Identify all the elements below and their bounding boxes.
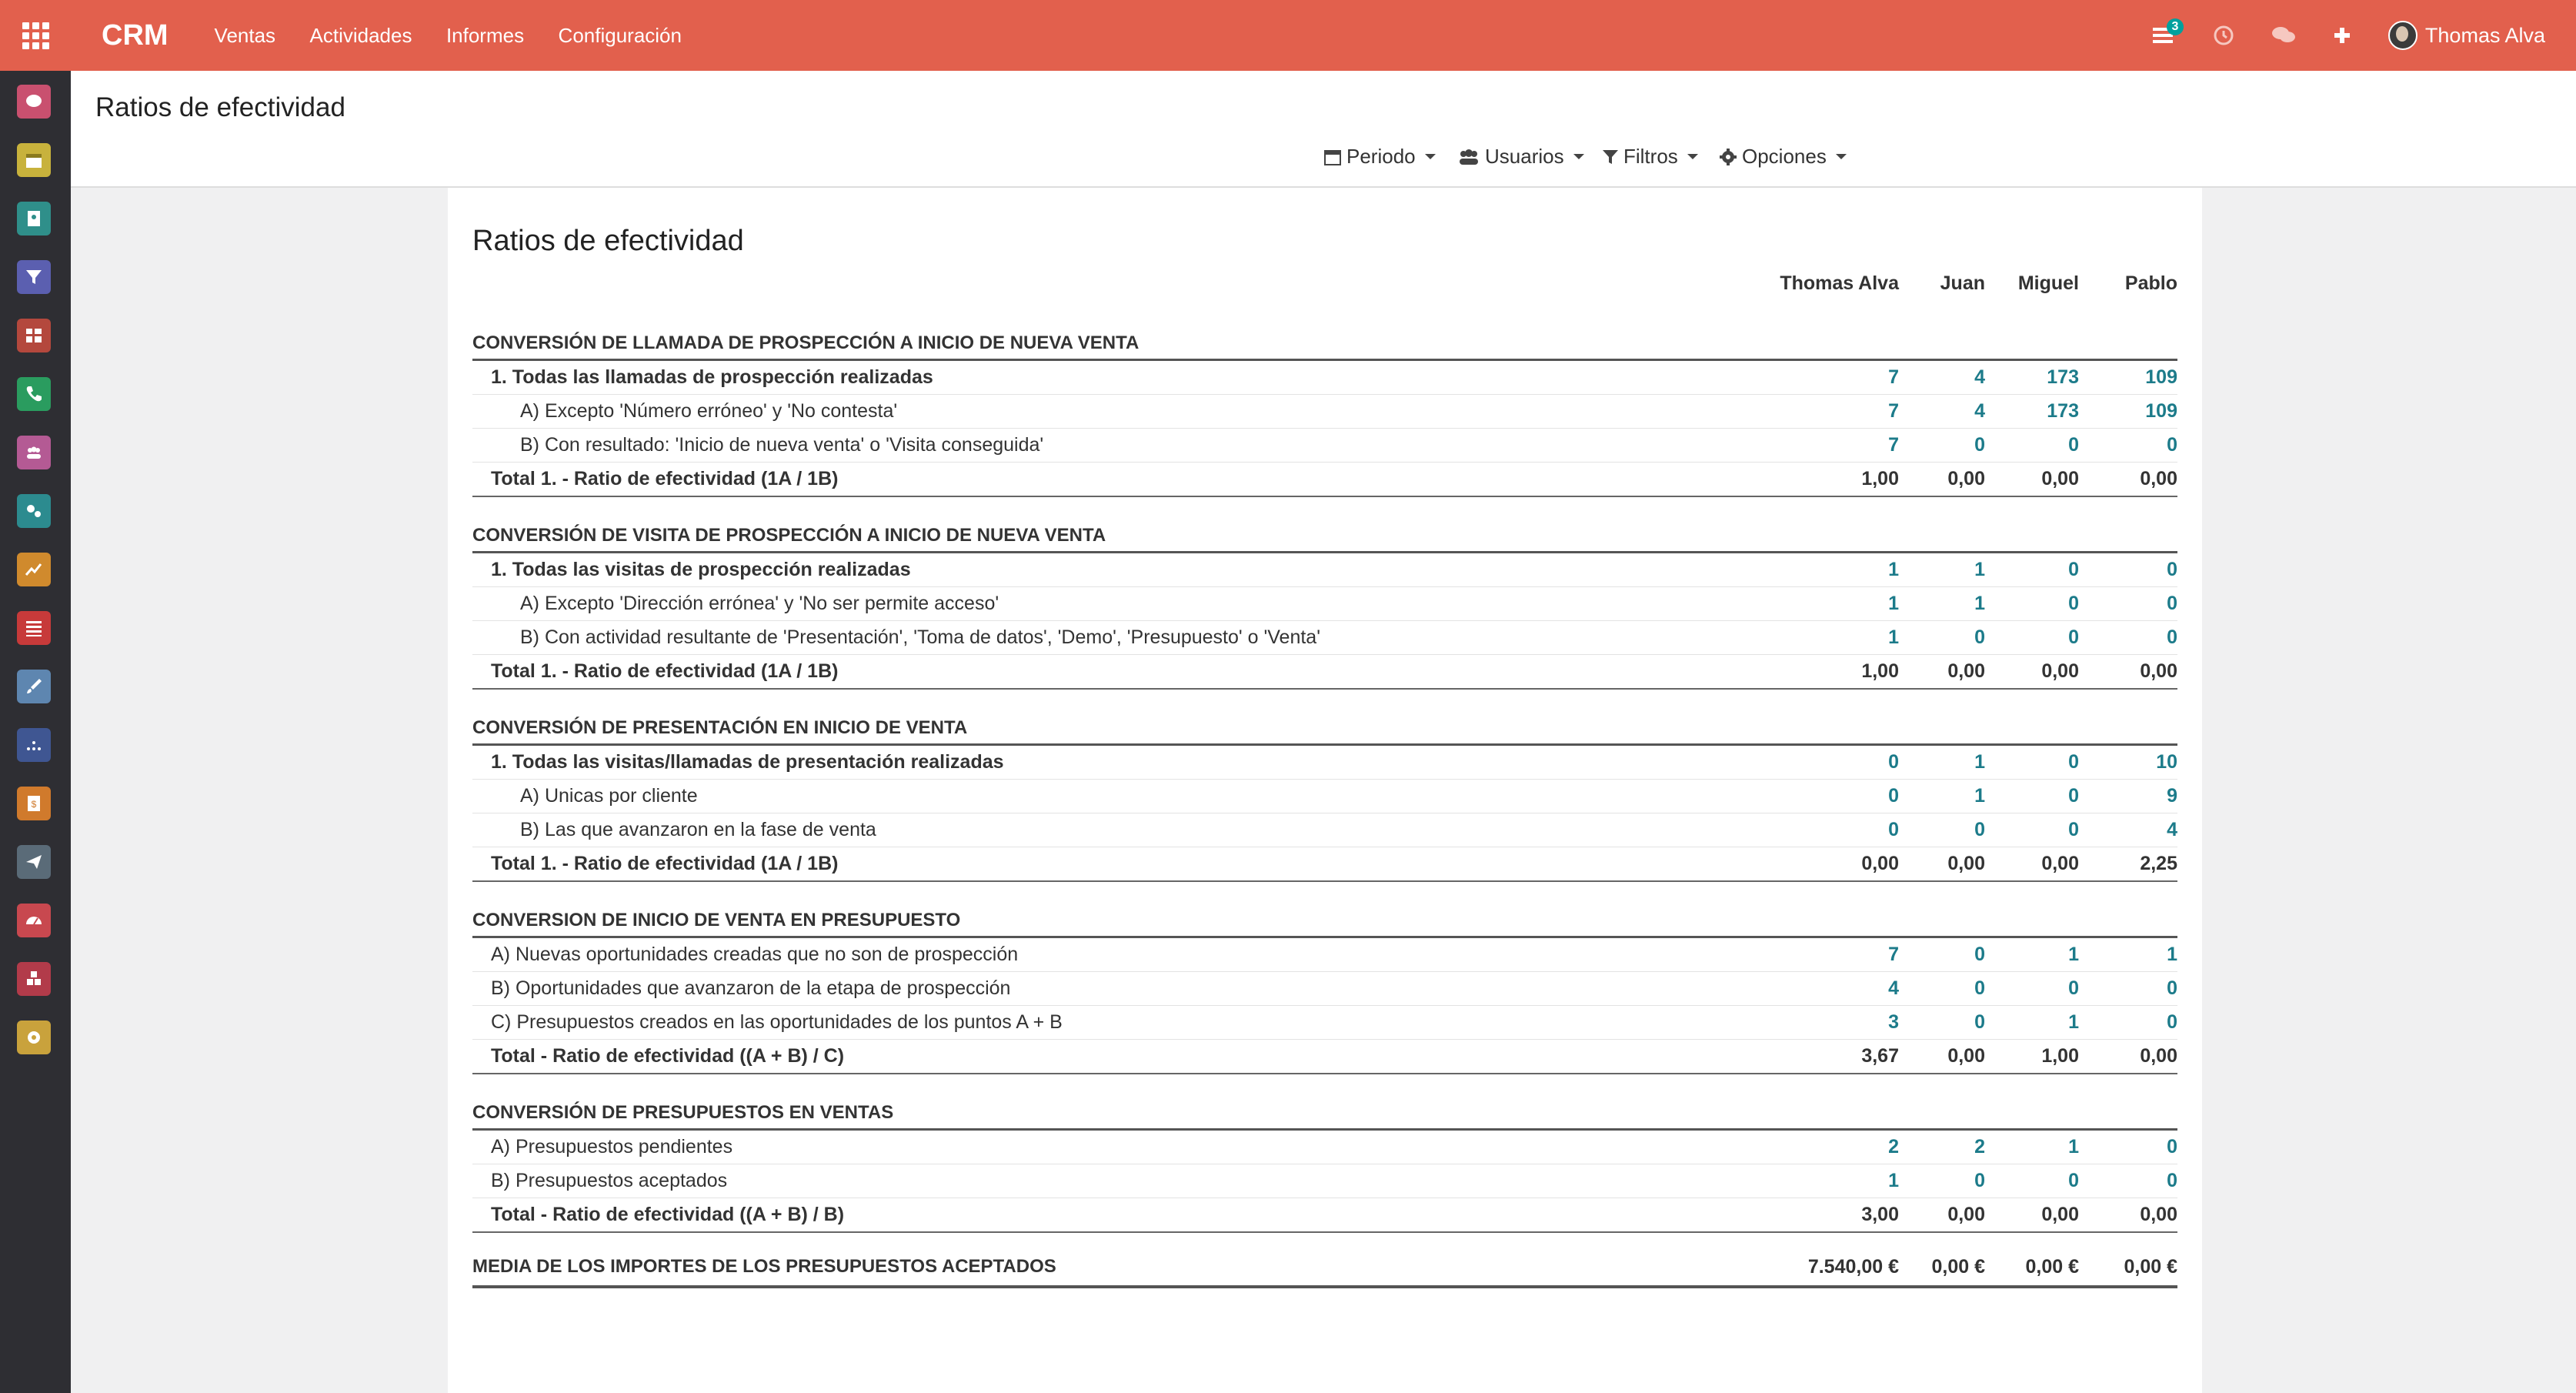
ratio-value: 0,00 [2140, 468, 2177, 489]
row-label: Total 1. - Ratio de efectividad (1A / 1B) [491, 853, 839, 874]
sidebar-team-icon[interactable] [17, 436, 51, 469]
table-row [472, 620, 2177, 655]
ratio-value: 0,00 [1947, 1045, 1985, 1067]
chat-bubbles-icon [2271, 25, 2296, 46]
caret-down-icon [1687, 154, 1698, 159]
main-menu [215, 24, 712, 48]
sidebar-send-icon[interactable] [17, 845, 51, 879]
report-sheet [448, 188, 2202, 1393]
ratio-value: 0,00 [2140, 660, 2177, 682]
count-link[interactable]: 7 [1888, 400, 1899, 422]
count-link[interactable]: 0 [2068, 819, 2079, 840]
sidebar-contacts-icon[interactable] [17, 202, 51, 236]
sidebar-network-icon[interactable] [17, 728, 51, 762]
count-link[interactable]: 173 [2047, 366, 2079, 388]
row-label: A) Excepto 'Dirección errónea' y 'No ser permite acceso' [520, 593, 999, 614]
media-value: 0,00 € [1931, 1256, 1985, 1278]
count-link[interactable]: 109 [2145, 400, 2177, 422]
count-link[interactable]: 0 [1888, 751, 1899, 773]
row-label: 1. Todas las visitas/llamadas de presentación realizadas [491, 751, 1004, 773]
media-value: 0,00 € [2025, 1256, 2079, 1278]
count-link[interactable]: 1 [2068, 1136, 2079, 1157]
sidebar-brush-icon[interactable] [17, 670, 51, 703]
ratio-value: 3,00 [1861, 1204, 1899, 1225]
filtros-label: Filtros [1623, 145, 1678, 168]
count-link[interactable]: 1 [1888, 559, 1899, 580]
apps-menu-icon[interactable] [0, 0, 71, 71]
menu-actividades[interactable]: Actividades [309, 23, 412, 47]
table-row [472, 937, 2177, 972]
breadcrumb: Ratios de efectividad [95, 92, 345, 122]
count-link[interactable]: 0 [1974, 434, 1985, 456]
total-row [472, 1039, 2177, 1074]
count-link[interactable]: 173 [2047, 400, 2079, 422]
section-title: CONVERSIÓN DE LLAMADA DE PROSPECCIÓN A INICIO DE NUEVA VENTA [472, 332, 1140, 353]
section-title: CONVERSIÓN DE PRESENTACIÓN EN INICIO DE VENTA [472, 717, 968, 738]
count-link[interactable]: 4 [1974, 400, 1985, 422]
user-menu[interactable] [2388, 21, 2545, 50]
total-row [472, 654, 2177, 690]
app-sidebar [0, 71, 71, 1393]
sidebar-config-gear-icon[interactable] [17, 1021, 51, 1054]
row-label: Total - Ratio de efectividad ((A + B) / B) [491, 1204, 845, 1225]
count-link[interactable]: 3 [1888, 1011, 1899, 1033]
count-link[interactable]: 7 [1888, 434, 1899, 456]
table-row [472, 428, 2177, 463]
count-link[interactable]: 1 [2167, 944, 2177, 965]
row-label: B) Oportunidades que avanzaron de la etapa de prospección [491, 977, 1011, 999]
table-row [472, 745, 2177, 780]
ratio-value: 2,25 [2140, 853, 2177, 874]
ratio-value: 0,00 [1947, 1204, 1985, 1225]
count-link[interactable]: 0 [1974, 626, 1985, 648]
count-link[interactable]: 0 [2068, 434, 2079, 456]
count-link[interactable]: 0 [1974, 819, 1985, 840]
total-row [472, 462, 2177, 497]
messaging-menu[interactable] [2271, 25, 2296, 46]
ratio-value: 0,00 [2041, 468, 2079, 489]
count-link[interactable]: 109 [2145, 366, 2177, 388]
count-link[interactable]: 4 [1974, 366, 1985, 388]
count-link[interactable]: 0 [2068, 751, 2079, 773]
section-title: CONVERSION DE INICIO DE VENTA EN PRESUPUESTO [472, 910, 961, 930]
user-name: Thomas Alva [2424, 23, 2545, 47]
activity-count-badge: 3 [2167, 18, 2184, 35]
ratio-value: 0,00 [1861, 853, 1899, 874]
systray [2153, 0, 2576, 71]
section-title: CONVERSIÓN DE VISITA DE PROSPECCIÓN A INICIO DE NUEVA VENTA [472, 525, 1106, 546]
users-icon [1457, 148, 1480, 166]
usuarios-dropdown[interactable] [1457, 145, 1584, 169]
periodo-label: Periodo [1346, 145, 1416, 168]
caret-down-icon [1425, 154, 1436, 159]
row-label: B) Las que avanzaron en la fase de venta [520, 819, 876, 840]
row-label: B) Presupuestos aceptados [491, 1170, 728, 1191]
media-row [472, 1250, 2177, 1284]
count-link[interactable]: 4 [1888, 977, 1899, 999]
column-header-miguel: Miguel [2017, 272, 2079, 294]
count-link[interactable]: 7 [1888, 366, 1899, 388]
sidebar-apps-cubes-icon[interactable] [17, 962, 51, 996]
total-row [472, 1198, 2177, 1233]
count-link[interactable]: 0 [1888, 819, 1899, 840]
table-row [472, 779, 2177, 813]
media-divider [472, 1285, 2177, 1288]
control-panel [71, 71, 2576, 188]
row-label: A) Presupuestos pendientes [491, 1136, 733, 1157]
ratio-value: 0,00 [1947, 468, 1985, 489]
count-link[interactable]: 0 [1974, 1170, 1985, 1191]
periodo-dropdown[interactable] [1323, 145, 1436, 169]
app-brand[interactable]: CRM [102, 18, 169, 52]
caret-down-icon [1836, 154, 1847, 159]
row-label: 1. Todas las llamadas de prospección realizadas [491, 366, 933, 388]
count-link[interactable]: 2 [1888, 1136, 1899, 1157]
count-link[interactable]: 2 [1974, 1136, 1985, 1157]
sidebar-calendar-icon[interactable] [17, 143, 51, 177]
count-link[interactable]: 0 [2167, 1011, 2177, 1033]
filtros-dropdown[interactable] [1602, 145, 1698, 169]
column-header-pablo: Pablo [2124, 272, 2177, 294]
sidebar-dashboard-icon[interactable] [17, 904, 51, 937]
count-link[interactable]: 1 [2068, 1011, 2079, 1033]
row-label: Total 1. - Ratio de efectividad (1A / 1B) [491, 468, 839, 489]
sidebar-reporting-chart-icon[interactable] [17, 553, 51, 586]
row-label: A) Unicas por cliente [520, 785, 698, 807]
section-title: CONVERSIÓN DE PRESUPUESTOS EN VENTAS [472, 1102, 894, 1123]
avatar [2388, 21, 2418, 50]
count-link[interactable]: 0 [2167, 434, 2177, 456]
plus-icon [2333, 26, 2351, 45]
count-link[interactable]: 0 [2167, 977, 2177, 999]
media-value: 0,00 € [2124, 1256, 2177, 1278]
ratio-value: 0,00 [2140, 1204, 2177, 1225]
count-link[interactable]: 0 [2068, 626, 2079, 648]
cog-icon [1719, 148, 1737, 166]
sidebar-crm-funnel-icon[interactable] [17, 260, 51, 294]
ratio-value: 3,67 [1861, 1045, 1899, 1067]
column-header-juan: Juan [1940, 272, 1985, 294]
opciones-label: Opciones [1742, 145, 1827, 168]
table-row [472, 1005, 2177, 1040]
ratio-value: 0,00 [2041, 1204, 2079, 1225]
row-label: 1. Todas las visitas de prospección realizadas [491, 559, 911, 580]
table-row [472, 1164, 2177, 1198]
count-link[interactable]: 0 [2167, 593, 2177, 614]
row-label: A) Nuevas oportunidades creadas que no son de prospección [491, 944, 1019, 965]
count-link[interactable]: 0 [2167, 1170, 2177, 1191]
sidebar-phone-icon[interactable] [17, 377, 51, 411]
count-link[interactable]: 0 [2068, 559, 2079, 580]
table-row [472, 813, 2177, 847]
clock-icon [2213, 25, 2234, 46]
column-header-thomas-alva: Thomas Alva [1780, 272, 1899, 294]
row-label: B) Con resultado: 'Inicio de nueva venta' o 'Visita conseguida' [520, 434, 1044, 456]
row-label: B) Con actividad resultante de 'Presentación', 'Toma de datos', 'Demo', 'Presupuesto' o 'Venta' [520, 626, 1320, 648]
svg-text:$: $ [31, 799, 37, 810]
table-row [472, 1130, 2177, 1164]
menu-informes[interactable]: Informes [445, 23, 525, 47]
opciones-dropdown[interactable] [1719, 145, 1847, 169]
filter-icon [1602, 148, 1619, 166]
count-link[interactable]: 1 [1974, 559, 1985, 580]
count-link[interactable]: 0 [2068, 593, 2079, 614]
count-link[interactable]: 1 [1888, 626, 1899, 648]
ratio-value: 1,00 [2041, 1045, 2079, 1067]
row-label: Total - Ratio de efectividad ((A + B) / C) [491, 1045, 845, 1067]
count-link[interactable]: 1 [2068, 944, 2079, 965]
row-label: C) Presupuestos creados en las oportunidades de los puntos A + B [491, 1011, 1063, 1033]
count-link[interactable]: 1 [1974, 751, 1985, 773]
ratio-value: 0,00 [1947, 660, 1985, 682]
timer-menu[interactable] [2213, 25, 2234, 46]
count-link[interactable]: 0 [2068, 977, 2079, 999]
count-link[interactable]: 0 [2167, 1136, 2177, 1157]
menu-configuracion[interactable]: Configuración [558, 23, 682, 47]
quick-create-button[interactable] [2333, 26, 2351, 45]
table-row [472, 586, 2177, 621]
sidebar-list-icon[interactable] [17, 611, 51, 645]
table-row [472, 553, 2177, 587]
table-row [472, 394, 2177, 429]
ratio-value: 0,00 [2041, 853, 2079, 874]
ratio-value: 0,00 [1947, 853, 1985, 874]
count-link[interactable]: 0 [2167, 559, 2177, 580]
count-link[interactable]: 7 [1888, 944, 1899, 965]
media-label: MEDIA DE LOS IMPORTES DE LOS PRESUPUESTOS ACEPTADOS [472, 1256, 1056, 1277]
ratio-value: 1,00 [1861, 660, 1899, 682]
count-link[interactable]: 1 [1974, 785, 1985, 807]
menu-ventas[interactable]: Ventas [214, 23, 276, 47]
ratio-value: 1,00 [1861, 468, 1899, 489]
total-row [472, 847, 2177, 882]
usuarios-label: Usuarios [1485, 145, 1564, 168]
sidebar-invoice-icon[interactable] [17, 787, 51, 820]
media-value: 7.540,00 € [1807, 1256, 1899, 1278]
count-link[interactable]: 0 [1888, 785, 1899, 807]
table-row [472, 360, 2177, 395]
row-label: A) Excepto 'Número erróneo' y 'No contesta' [520, 400, 898, 422]
calendar-icon [1323, 148, 1342, 166]
count-link[interactable]: 0 [2068, 1170, 2079, 1191]
count-link[interactable]: 4 [2167, 819, 2177, 840]
count-link[interactable]: 0 [2167, 626, 2177, 648]
ratio-value: 0,00 [2041, 660, 2079, 682]
ratio-value: 0,00 [2140, 1045, 2177, 1067]
count-link[interactable]: 0 [1974, 944, 1985, 965]
count-link[interactable]: 0 [1974, 977, 1985, 999]
row-label: Total 1. - Ratio de efectividad (1A / 1B) [491, 660, 839, 682]
sidebar-discuss-icon[interactable] [17, 85, 51, 119]
count-link[interactable]: 10 [2156, 751, 2177, 773]
caret-down-icon [1573, 154, 1584, 159]
count-link[interactable]: 0 [1974, 1011, 1985, 1033]
count-link[interactable]: 1 [1888, 1170, 1899, 1191]
count-link[interactable]: 1 [1888, 593, 1899, 614]
top-navbar [0, 0, 2576, 71]
sidebar-kanban-icon[interactable] [17, 319, 51, 352]
count-link[interactable]: 0 [2068, 785, 2079, 807]
sidebar-settings-gears-icon[interactable] [17, 494, 51, 528]
count-link[interactable]: 1 [1974, 593, 1985, 614]
count-link[interactable]: 9 [2167, 785, 2177, 807]
report-title: Ratios de efectividad [472, 225, 744, 257]
table-row [472, 971, 2177, 1006]
activities-menu[interactable] [2153, 20, 2179, 45]
